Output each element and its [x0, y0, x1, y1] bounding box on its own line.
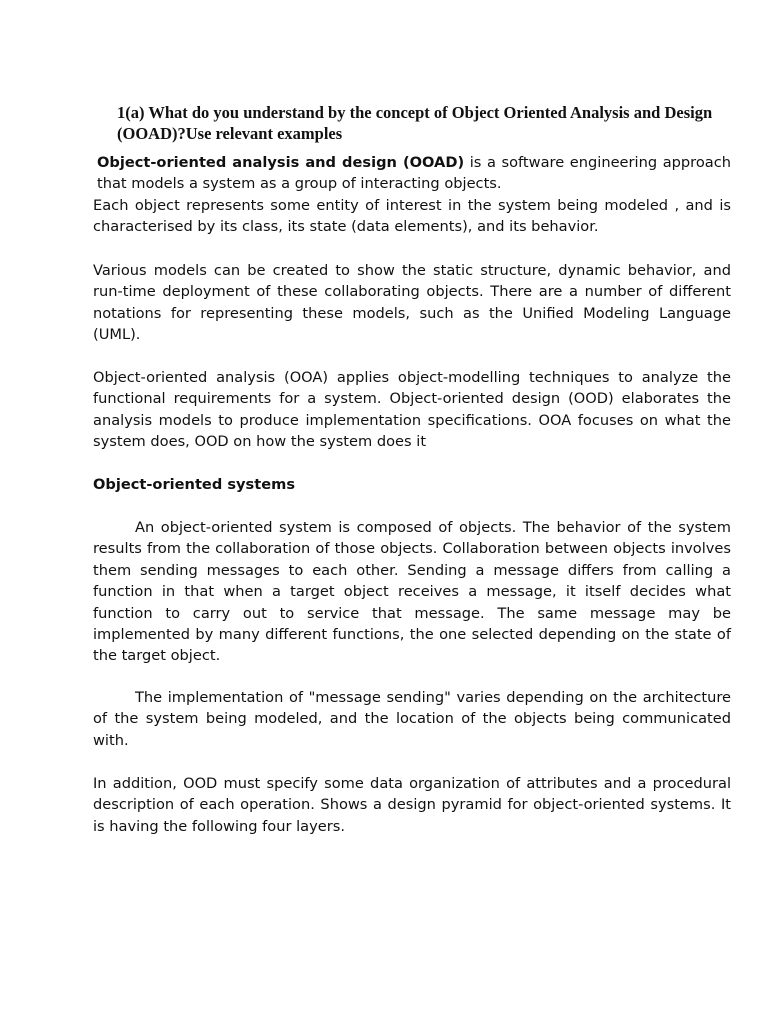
- intro-first-line: [93, 152, 731, 195]
- models-paragraph: [93, 260, 731, 346]
- models-text: Various models can be created to show the static structure, dynamic behavior, and run-time deployment of these collaborating objects. There are a number of different notations for representing these models, such as the Unified Modeling Language (UML).: [93, 262, 731, 344]
- section-heading: [93, 474, 731, 495]
- intro-object-sentence: Each object represents some entity of interest in the system being modeled , and is characterised by its class, its state (data elements), and its behavior.: [93, 196, 731, 236]
- ooad-definition: is a software engineering approach that models a system as a group of interacting objects.: [97, 154, 731, 193]
- question-heading: 1(a) What do you understand by the concept of Object Oriented Analysis and Design (OOAD)?Use relevant examples: [117, 103, 713, 143]
- section-heading-text: Object-oriented systems: [93, 476, 296, 493]
- intro-paragraph: [93, 152, 731, 238]
- message-paragraph: [93, 687, 731, 751]
- ooa-paragraph: [93, 367, 731, 453]
- system-paragraph: [93, 517, 731, 667]
- message-text: The implementation of "message sending" varies depending on the architecture of the system being modeled, and the location of the objects being communicated with.: [93, 689, 731, 749]
- ooad-term: Object-oriented analysis and design (OOAD): [97, 154, 465, 171]
- ooa-text: Object-oriented analysis (OOA) applies object-modelling techniques to analyze the functional requirements for a system. Object-oriented design (OOD) elaborates the analysis models to produce implementation specifications. OOA focuses on what the system does, OOD on how the system does it: [93, 369, 731, 451]
- ood-text: In addition, OOD must specify some data organization of attributes and a procedural description of each operation. Shows a design pyramid for object-oriented systems. It is having the following four layers.: [93, 775, 731, 835]
- ood-paragraph: [93, 773, 731, 837]
- system-text: An object-oriented system is composed of objects. The behavior of the system results from the collaboration of those objects. Collaboration between objects involves them sending messages to each other. Sending a message differs from calling a function in that when a target object receives a message, it itself decides what function to carry out to service that message. The same message may be implemented by many different functions, the one selected depending on the state of the target object.: [93, 519, 731, 665]
